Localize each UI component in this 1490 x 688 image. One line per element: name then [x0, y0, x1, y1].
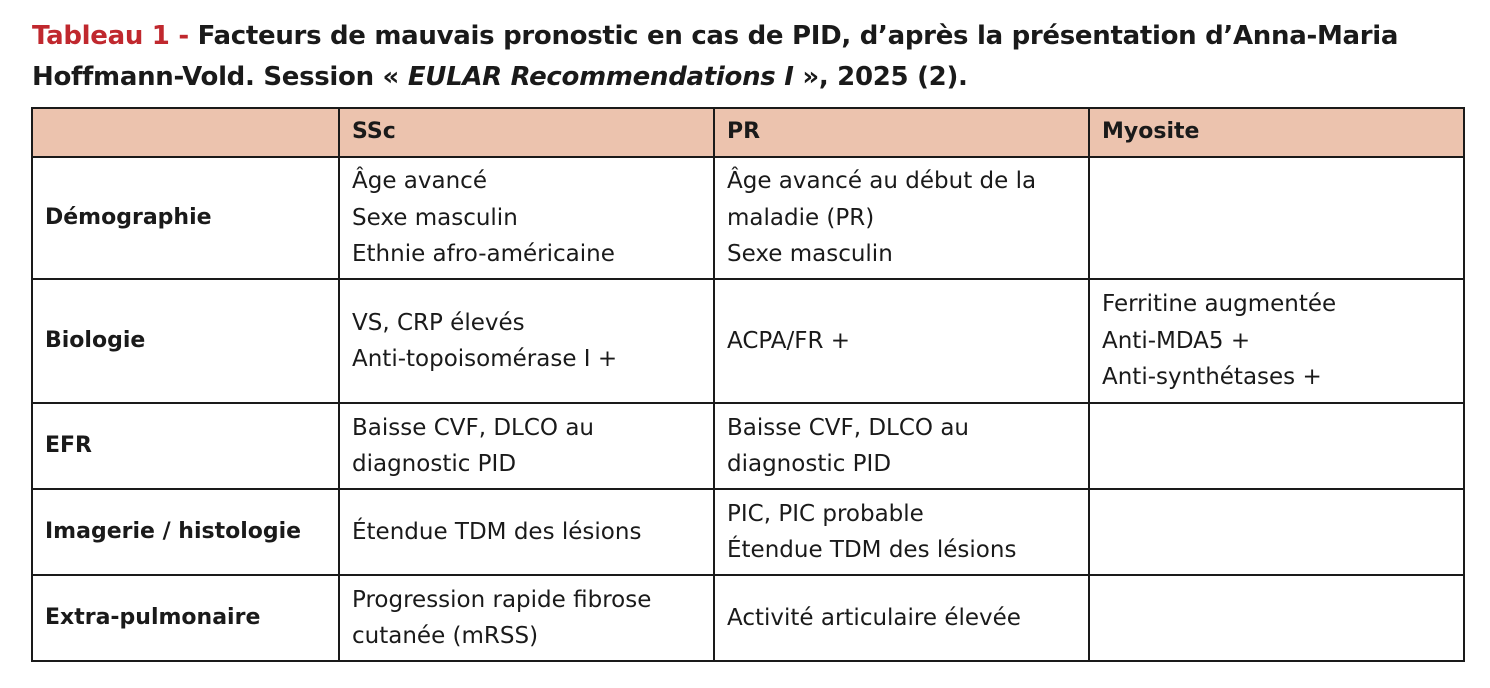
cell-myosite: [1089, 489, 1464, 575]
cell-line: Anti-synthétases +: [1102, 364, 1322, 391]
cell-line: VS, CRP élevés: [352, 309, 525, 336]
caption-label: Tableau 1 -: [32, 21, 189, 51]
header-pr: PR: [714, 108, 1089, 157]
cell-pr: [714, 403, 1089, 489]
cell-line: Âge avancé: [352, 168, 487, 195]
header-ssc: SSc: [339, 108, 714, 157]
cell-myosite: [1089, 157, 1464, 279]
row-label-biologie: Biologie: [32, 279, 339, 403]
cell-ssc: [339, 403, 714, 489]
cell-line: Baisse CVF, DLCO au: [352, 414, 595, 441]
cell-pr: [714, 489, 1089, 575]
cell-line: PIC, PIC probable: [727, 500, 924, 527]
table-caption: [32, 16, 1462, 98]
cell-myosite: [1089, 279, 1464, 403]
cell-line: Anti-topoisomérase I +: [352, 346, 618, 372]
table-row: [32, 157, 1464, 279]
cell-line: Ethnie afro-américaine: [352, 241, 615, 268]
table-row: [32, 575, 1464, 661]
cell-line: diagnostic PID: [727, 451, 892, 477]
row-label-extra-pulmonaire: Extra-pulmonaire: [32, 575, 339, 661]
table-header-row: [32, 108, 1464, 157]
cell-line: Âge avancé au début de la: [727, 168, 1037, 195]
table-row: [32, 279, 1464, 403]
cell-myosite: [1089, 575, 1464, 661]
table-row: [32, 403, 1464, 489]
cell-line: cutanée (mRSS): [352, 623, 539, 649]
cell-line: Progression rapide fibrose: [352, 586, 652, 613]
cell-pr: [714, 279, 1089, 403]
row-label-efr: EFR: [32, 403, 339, 489]
cell-line: Étendue TDM des lésions: [727, 537, 1017, 563]
cell-line: diagnostic PID: [352, 451, 517, 477]
caption-text-1: Facteurs de mauvais pronostic en cas de PID, d’après la présentation d’Anna-Maria Hoffmann-Vold. Session «: [32, 21, 1399, 92]
cell-line: Anti-MDA5 +: [1102, 327, 1251, 354]
cell-ssc: [339, 157, 714, 279]
row-label-demographie: Démographie: [32, 157, 339, 279]
cell-line: Ferritine augmentée: [1102, 291, 1337, 318]
cell-pr: [714, 575, 1089, 661]
cell-line: maladie (PR): [727, 204, 875, 231]
header-empty: [32, 108, 339, 157]
cell-line: ACPA/FR +: [727, 327, 851, 354]
cell-ssc: [339, 575, 714, 661]
cell-line: Sexe masculin: [727, 241, 893, 268]
table-row: [32, 489, 1464, 575]
prognosis-table: [31, 107, 1465, 662]
cell-ssc: [339, 279, 714, 403]
header-myosite: Myosite: [1089, 108, 1464, 157]
row-label-imagerie: Imagerie / histologie: [32, 489, 339, 575]
caption-session-name: EULAR Recommendations I: [407, 62, 794, 92]
cell-myosite: [1089, 403, 1464, 489]
cell-line: Étendue TDM des lésions: [352, 518, 642, 545]
cell-line: Baisse CVF, DLCO au: [727, 414, 970, 441]
cell-line: Activité articulaire élevée: [727, 604, 1021, 631]
cell-ssc: [339, 489, 714, 575]
cell-pr: [714, 157, 1089, 279]
cell-line: Sexe masculin: [352, 204, 518, 231]
caption-text-2: », 2025 (2).: [793, 62, 968, 92]
